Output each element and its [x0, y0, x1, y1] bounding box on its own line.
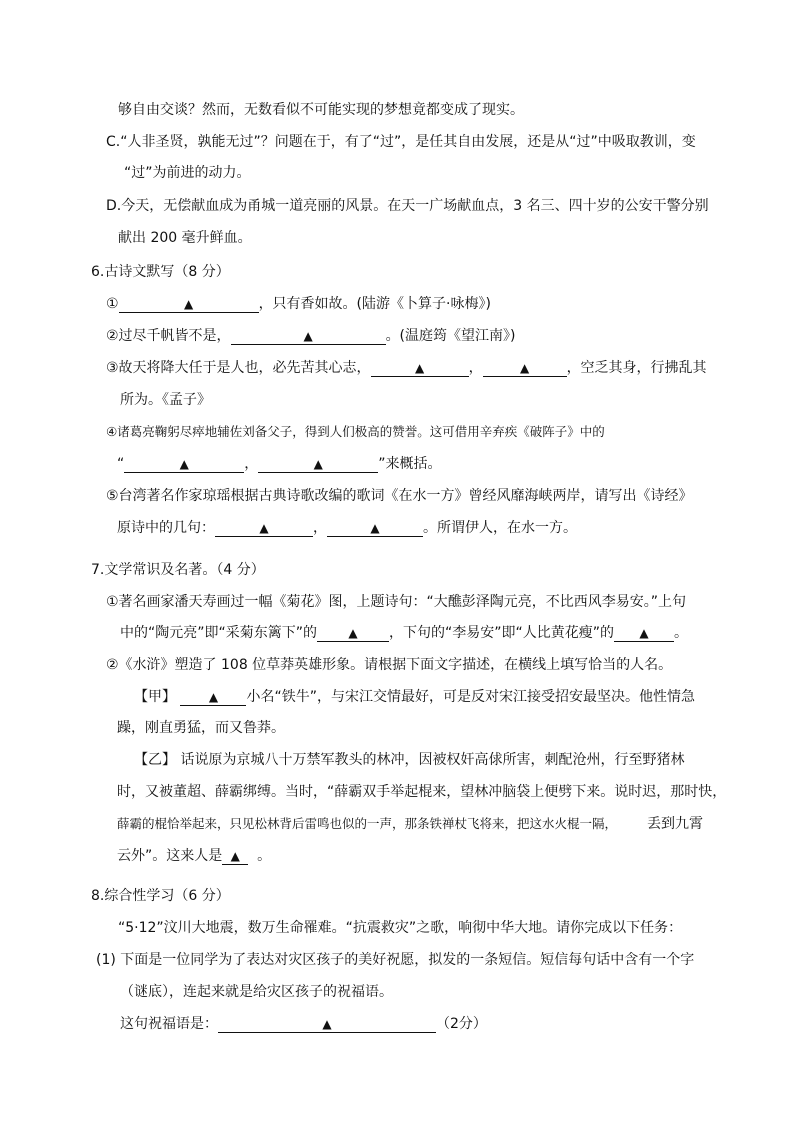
- q6-item5-sep: ，: [313, 520, 327, 536]
- q6-item3-sep: ，: [468, 360, 483, 376]
- q7-yi-line4: [117, 846, 271, 866]
- q6-item2-suffix: 。(温庭筠《望江南》): [385, 328, 516, 344]
- triangle-icon: ▲: [414, 361, 425, 375]
- q8-answer-suffix: （2分）: [436, 1016, 487, 1032]
- jia-text: 小名“铁牛”，与宋江交情最好，可是反对宋江接受招安最坚决。他性情急: [246, 689, 695, 705]
- answer-blank[interactable]: [218, 1016, 436, 1033]
- q6-item4-line1: ④诸葛亮鞠躬尽瘁地辅佐刘备父子，得到人们极高的赞誉。这可借用辛弃疾《破阵子》中的: [106, 424, 605, 439]
- yi-line4-end: 。: [257, 848, 272, 864]
- triangle-icon: ▲: [259, 521, 269, 535]
- q6-item5-suffix: 。所谓伊人，在水一方。: [423, 520, 577, 536]
- answer-blank[interactable]: [215, 520, 313, 537]
- q6-item5-prefix: 原诗中的几句：: [117, 520, 215, 536]
- q7-item1-end: 。: [674, 625, 689, 641]
- q7-yi-line3: [117, 814, 703, 834]
- q7-yi-line1: 【乙】 话说原为京城八十万禁军教头的林冲，因被权奸高俅所害，刺配沧州，行至野猪林: [134, 752, 685, 768]
- q6-title: 6.古诗文默写（8 分）: [91, 264, 230, 280]
- text-line: 够自由交谈？然而，无数看似不可能实现的梦想竟都变成了现实。: [118, 102, 524, 118]
- answer-blank[interactable]: [119, 296, 259, 313]
- q7-item1-line2: [120, 623, 688, 643]
- answer-blank[interactable]: [124, 456, 244, 473]
- answer-blank[interactable]: [371, 360, 469, 377]
- triangle-icon: ▲: [303, 329, 313, 343]
- jia-label: 【甲】: [134, 689, 176, 705]
- q6-item4-sep: ，: [244, 456, 259, 472]
- option-c-line2: “过”为前进的动力。: [124, 165, 251, 181]
- answer-blank[interactable]: [231, 328, 386, 345]
- triangle-icon: ▲: [639, 626, 649, 640]
- triangle-icon: ▲: [370, 521, 380, 535]
- yi-line4-text: 云外”。这来人是: [117, 848, 223, 864]
- triangle-icon: ▲: [313, 457, 323, 471]
- q6-item5: [117, 518, 577, 538]
- q7-item1-part1: 中的“陶元亮”即“采菊东篱下”的: [120, 625, 318, 641]
- yi-line3-text: 薛霸的棍恰举起来，只见松林背后雷鸣也似的一声，那条铁禅杖飞将来，把这水火棍一隔，: [117, 816, 618, 831]
- q6-item2-prefix: ②过尽千帆皆不是，: [106, 328, 231, 344]
- option-d-line2: 献出 200 毫升鲜血。: [118, 230, 252, 246]
- q6-item3: [106, 358, 707, 378]
- answer-blank[interactable]: [258, 456, 378, 473]
- q8-intro: “5·12”汶川大地震，数万生命罹难。“抗震救灾”之歌，响彻中华大地。请你完成以下任务：: [118, 920, 683, 936]
- triangle-icon: ▲: [519, 361, 530, 375]
- q7-jia: [134, 687, 695, 707]
- q6-item3-suffix: ，空乏其身，行拂乱其: [566, 360, 707, 376]
- option-c-line1: C.“人非圣贤，孰能无过”？问题在于，有了“过”，是任其自由发展，还是从“过”中吸取教训，变: [106, 134, 696, 150]
- q8-part1-line1: (1) 下面是一位同学为了表达对灾区孩子的美好祝愿，拟发的一条短信。短信每句话中含有一个字: [96, 952, 695, 968]
- q7-yi-line2: 时，又被董超、薛霸绑缚。当时，“薛霸双手举起棍来，望林冲脑袋上便劈下来。说时迟，那时快，: [117, 784, 727, 800]
- triangle-icon: ▲: [322, 1017, 332, 1031]
- q6-item4: [117, 454, 442, 474]
- q6-item2: [106, 326, 516, 346]
- q6-item1-prefix: ①: [106, 296, 119, 312]
- triangle-icon: ▲: [348, 626, 358, 640]
- answer-blank[interactable]: [317, 625, 389, 642]
- q7-jia-line2: 躁，刚直勇猛，而又鲁莽。: [117, 720, 285, 736]
- triangle-icon: ▲: [183, 297, 194, 311]
- q6-item1: [106, 294, 491, 314]
- q6-item3-prefix: ③故天将降大任于是人也，必先苦其心志，: [106, 360, 371, 376]
- triangle-icon: ▲: [230, 849, 240, 863]
- q6-item3-line2: 所为。《孟子》: [120, 392, 211, 408]
- answer-blank[interactable]: [222, 848, 248, 865]
- answer-blank[interactable]: [614, 625, 674, 642]
- q7-item1-part2: ，下句的“李易安”即“人比黄花瘦”的: [389, 625, 615, 641]
- triangle-icon: ▲: [179, 457, 189, 471]
- q8-title: 8.综合性学习（6 分）: [91, 888, 230, 904]
- answer-blank[interactable]: [180, 689, 246, 706]
- q8-part1-answer: [120, 1014, 487, 1034]
- option-d-line1: D.今天，无偿献血成为甬城一道亮丽的风景。在天一广场献血点，3 名三、四十岁的公安干警分别: [106, 198, 709, 214]
- q7-item2-line1: ②《水浒》塑造了 108 位草莽英雄形象。请根据下面文字描述，在横线上填写恰当的人名。: [106, 657, 673, 673]
- q6-item4-close: ”来概括。: [378, 456, 442, 472]
- q6-item5-line1: ⑤台湾著名作家琼瑶根据古典诗歌改编的歌词《在水一方》曾经风靡海峡两岸，请写出《诗经》: [106, 488, 693, 504]
- answer-blank[interactable]: [483, 360, 567, 377]
- yi-line3-end: 丢到九霄: [647, 816, 704, 832]
- answer-blank[interactable]: [327, 520, 423, 537]
- triangle-icon: ▲: [208, 690, 219, 704]
- q7-title: 7.文学常识及名著。（4 分）: [91, 562, 265, 578]
- q6-item4-open: “: [117, 456, 125, 472]
- q6-item1-suffix: ，只有香如故。(陆游《卜算子·咏梅》): [258, 296, 491, 312]
- q7-item1-line1: ①著名画家潘天寿画过一幅《菊花》图，上题诗句：“大醮彭泽陶元亮，不比西风李易安。”上句: [106, 594, 687, 610]
- q8-answer-prefix: 这句祝福语是：: [120, 1016, 218, 1032]
- q8-part1-line2: （谜底），连起来就是给灾区孩子的祝福语。: [120, 984, 393, 1000]
